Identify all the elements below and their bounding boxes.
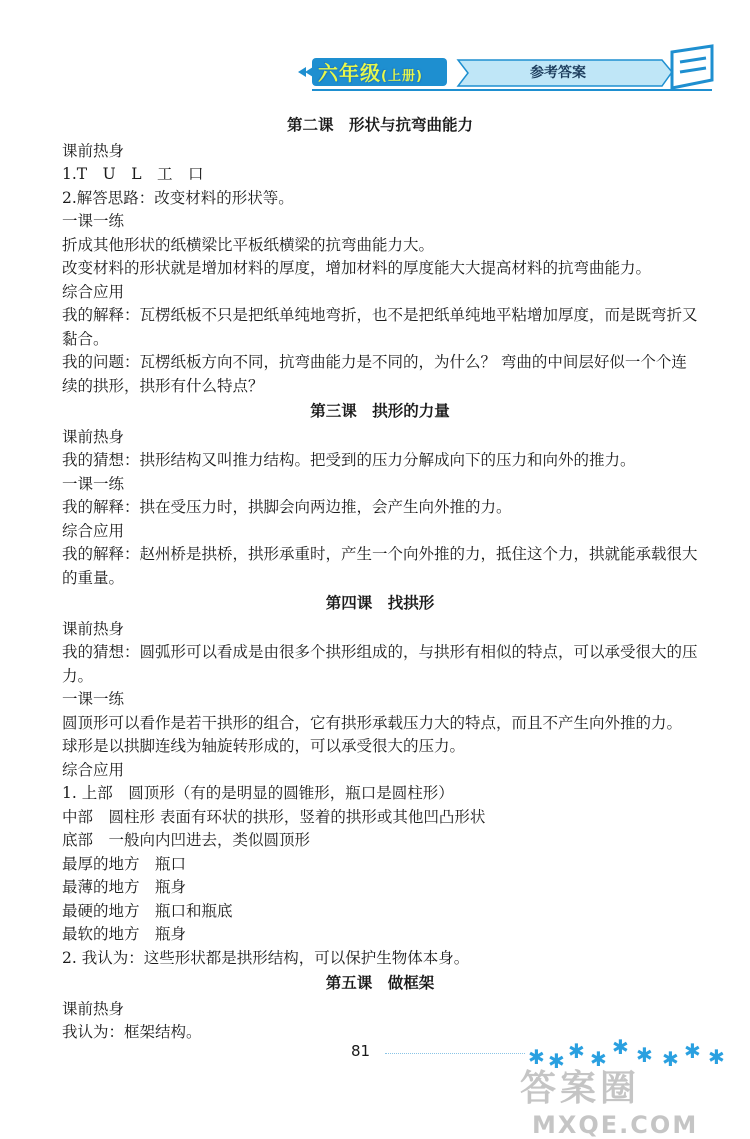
answer-line: 球形是以拱脚连线为轴旋转形成的，可以承受很大的压力。 <box>62 737 466 755</box>
section-heading: 课前热身 <box>62 427 125 446</box>
star-icon: ✱ <box>708 1045 725 1069</box>
section-heading: 一课一练 <box>62 474 125 493</box>
star-icon: ✱ <box>636 1043 653 1067</box>
answer-line: 1.T U L 工 口 <box>62 165 204 183</box>
answer-line: 最软的地方 瓶身 <box>62 925 187 943</box>
section-heading: 一课一练 <box>62 690 125 708</box>
double-arrow-icon <box>298 67 313 77</box>
grade-sub-label: (上册) <box>381 69 423 84</box>
answer-line: 我的猜想：圆弧形可以看成是由很多个拱形组成的，与拱形有相似的特点，可以承受很大的压力。 <box>62 643 698 685</box>
answer-line: 我的解释：赵州桥是拱桥，拱形承重时，产生一个向外推的力，抵住这个力，拱就能承载很大的重量。 <box>62 545 698 587</box>
answer-line: 我的问题：瓦楞纸板方向不同，抗弯曲能力是不同的，为什么？ 弯曲的中间层好似一个个连续的拱形，拱形有什么特点？ <box>62 353 687 395</box>
watermark-top: 答案圈 <box>520 1068 641 1109</box>
star-icon: ✱ <box>662 1047 679 1071</box>
answer-line: 我的解释：拱在受压力时，拱脚会向两边推，会产生向外推的力。 <box>62 498 512 516</box>
star-icon: ✱ <box>684 1039 701 1063</box>
section-heading: 综合应用 <box>62 282 125 301</box>
footer-divider <box>385 1053 525 1054</box>
answer-line: 折成其他形状的纸横梁比平板纸横梁的抗弯曲能力大。 <box>62 235 435 254</box>
answer-line: 1. 上部 圆顶形（有的是明显的圆锥形，瓶口是圆柱形） <box>62 784 454 802</box>
lesson-title: 第二课 形状与抗弯曲能力 <box>286 116 473 134</box>
answer-line: 中部 圆柱形 表面有环状的拱形，竖着的拱形或其他凹凸形状 <box>62 807 486 826</box>
answer-line: 改变材料的形状就是增加材料的厚度，增加材料的厚度能大大提高材料的抗弯曲能力。 <box>62 259 652 277</box>
star-icon: ✱ <box>590 1047 607 1071</box>
answer-line: 2.解答思路：改变材料的形状等。 <box>62 188 294 207</box>
section-heading: 课前热身 <box>62 619 125 638</box>
answer-line: 底部 一般向内凹进去，类似圆顶形 <box>62 831 311 849</box>
lesson-title: 第四课 找拱形 <box>325 594 435 612</box>
answer-line: 最厚的地方 瓶口 <box>62 854 187 873</box>
answer-line: 2. 我认为：这些形状都是拱形结构，可以保护生物体本身。 <box>62 948 470 967</box>
answer-line: 我的解释：瓦楞纸板不只是把纸单纯地弯折，也不是把纸单纯地平粘增加厚度，而是既弯折又黏合。 <box>62 306 698 348</box>
section-heading: 一课一练 <box>62 212 125 230</box>
section-heading: 综合应用 <box>62 760 125 779</box>
grade-title <box>318 57 423 86</box>
answer-line: 我的猜想：拱形结构又叫推力结构。把受到的压力分解成向下的压力和向外的推力。 <box>62 451 636 469</box>
watermark-bottom: MXQE.COM <box>532 1111 699 1139</box>
answer-line: 最薄的地方 瓶身 <box>62 878 187 896</box>
page-number: 81 <box>351 1042 371 1060</box>
section-heading: 课前热身 <box>62 141 125 160</box>
lesson-title: 第五课 做框架 <box>325 974 435 992</box>
answer-content <box>62 112 698 1045</box>
answer-line: 最硬的地方 瓶口和瓶底 <box>62 901 233 920</box>
grade-label: 六年级 <box>318 61 381 85</box>
answer-line: 圆顶形可以看作是若干拱形的组合，它有拱形承载压力大的特点，而且不产生向外推的力。 <box>62 713 683 732</box>
star-icon: ✱ <box>528 1045 545 1069</box>
book-icon <box>672 46 712 88</box>
answer-line: 我认为：框架结构。 <box>62 1023 202 1041</box>
star-icon: ✱ <box>612 1035 629 1059</box>
section-heading: 综合应用 <box>62 521 125 540</box>
lesson-title: 第三课 拱形的力量 <box>310 402 450 420</box>
watermark <box>520 1060 698 1139</box>
page-header <box>0 0 750 110</box>
star-icon: ✱ <box>568 1039 585 1063</box>
header-banner-graphic <box>0 0 750 110</box>
answer-label: 参考答案 <box>530 65 586 81</box>
section-heading: 课前热身 <box>62 999 125 1018</box>
star-icon: ✱ <box>548 1049 565 1073</box>
